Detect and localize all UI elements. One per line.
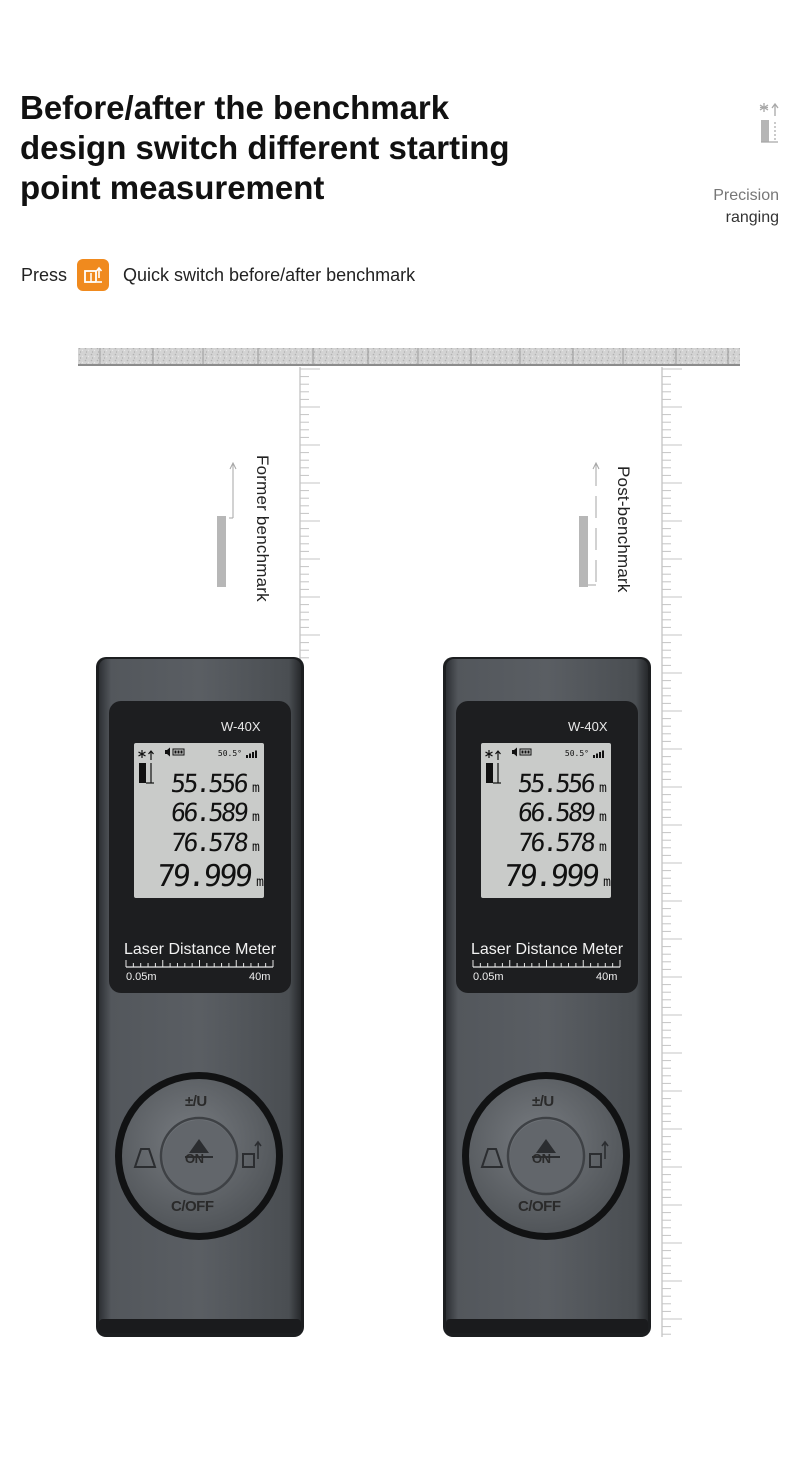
plus-minus-unit-button[interactable]: ±/U: [532, 1093, 554, 1110]
range-min: 0.05m: [126, 971, 157, 983]
clear-off-button[interactable]: C/OFF: [518, 1198, 561, 1215]
headline-line-1: Before/after the benchmark: [20, 89, 450, 126]
range-max: 40m: [596, 971, 618, 983]
reference-wall: [78, 347, 740, 367]
laser-meter-device-post: [442, 655, 652, 1339]
page-headline: [20, 88, 620, 208]
benchmark-switch-button[interactable]: [239, 1139, 267, 1171]
lcd-screen: [481, 743, 611, 898]
corner-label-line-2: ranging: [725, 209, 779, 226]
signal-icon: [244, 749, 260, 758]
benchmark-switch-icon: [77, 259, 109, 291]
benchmark-mode-icon: [138, 749, 156, 785]
former-benchmark-diagram: [214, 460, 240, 590]
reading-row-main: 79.999 m: [154, 859, 264, 894]
signal-icon: [591, 749, 607, 758]
ruler-left: [299, 367, 323, 661]
post-benchmark-label: Post-benchmark: [614, 466, 633, 593]
reading-row: 76.578 m: [169, 828, 260, 857]
lcd-status-bar: [164, 747, 260, 759]
press-prefix: Press: [21, 264, 68, 285]
benchmark-switch-button[interactable]: [586, 1139, 614, 1171]
laser-benchmark-icon: [756, 100, 782, 151]
device-model: W-40X: [221, 719, 261, 734]
lcd-screen: [134, 743, 264, 898]
brand-label: Laser Distance Meter: [470, 941, 624, 958]
range-max: 40m: [249, 971, 271, 983]
corner-label-line-1: Precision: [713, 187, 779, 204]
speaker-icon: [164, 747, 186, 759]
reading-row: 55.556 m: [516, 769, 607, 798]
reading-row: 66.589 m: [516, 798, 607, 827]
laser-meter-device-former: [95, 655, 305, 1339]
post-benchmark-diagram: [575, 460, 601, 590]
reading-row: 76.578 m: [516, 828, 607, 857]
area-mode-button[interactable]: [478, 1143, 506, 1171]
benchmark-mode-icon: [485, 749, 503, 785]
temperature-readout: 50.5°: [564, 748, 589, 758]
measure-on-button[interactable]: ON: [532, 1151, 551, 1166]
reading-row-main: 79.999 m: [501, 859, 611, 894]
device-model: W-40X: [568, 719, 608, 734]
press-instruction: [21, 259, 415, 291]
area-mode-button[interactable]: [131, 1143, 159, 1171]
press-suffix: Quick switch before/after benchmark: [123, 264, 416, 285]
lcd-status-bar: [511, 747, 607, 759]
clear-off-button[interactable]: C/OFF: [171, 1198, 214, 1215]
speaker-icon: [511, 747, 533, 759]
temperature-readout: 50.5°: [217, 748, 242, 758]
headline-line-2: design switch different starting: [20, 129, 510, 166]
ruler-right: [661, 367, 685, 1337]
headline-line-3: point measurement: [20, 169, 325, 206]
reading-row: 55.556 m: [169, 769, 260, 798]
brand-label: Laser Distance Meter: [123, 941, 277, 958]
plus-minus-unit-button[interactable]: ±/U: [185, 1093, 207, 1110]
precision-ranging-label: [713, 185, 779, 229]
former-benchmark-label: Former benchmark: [253, 455, 272, 602]
measure-on-button[interactable]: ON: [185, 1151, 204, 1166]
reading-row: 66.589 m: [169, 798, 260, 827]
range-min: 0.05m: [473, 971, 504, 983]
